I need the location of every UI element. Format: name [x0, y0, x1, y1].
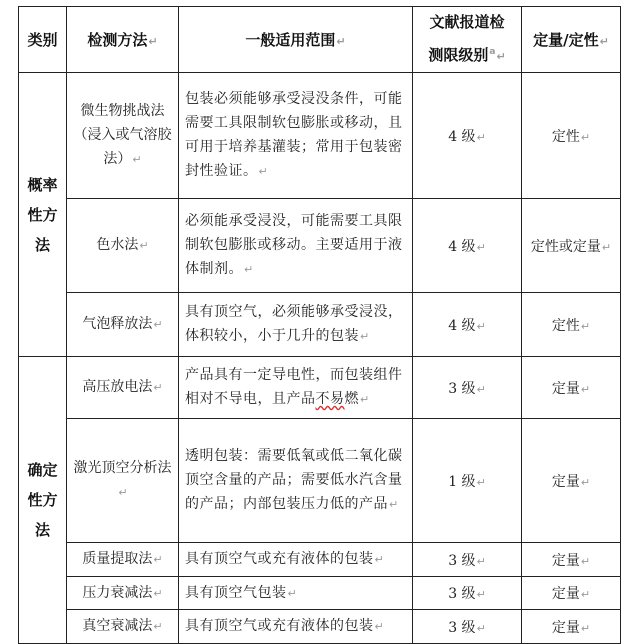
method-cell: 真空衰减法↵ — [67, 610, 179, 644]
level-cell: 3 级↵ — [413, 577, 522, 610]
quant-cell: 定量↵ — [522, 610, 621, 644]
table-row — [19, 419, 621, 543]
header-row — [19, 7, 621, 73]
level-cell: 4 级↵ — [413, 199, 522, 293]
method-cell: 色水法↵ — [67, 199, 179, 293]
header-category: 类别 — [19, 7, 67, 73]
method-cell: 压力衰减法↵ — [67, 577, 179, 610]
scope-cell: 透明包装：需要低氧或低二氧化碳顶空含量的产品；需要低水汽含量的产品；内部包装压力低的产品↵ — [179, 419, 413, 543]
quant-cell: 定量↵ — [522, 419, 621, 543]
table-row — [19, 293, 621, 357]
quant-cell: 定量↵ — [522, 577, 621, 610]
quant-cell: 定性或定量↵ — [522, 199, 621, 293]
method-cell: 激光顶空分析法↵ — [67, 419, 179, 543]
scope-cell: 产品具有一定导电性，而包装组件相对不导电，且产品不易燃↵ — [179, 357, 413, 419]
method-cell: 质量提取法↵ — [67, 543, 179, 577]
category-probabilistic: 概率性方法 — [19, 73, 67, 357]
scope-cell: 具有顶空气或充有液体的包装↵ — [179, 543, 413, 577]
quant-cell: 定量↵ — [522, 357, 621, 419]
method-cell: 微生物挑战法（浸入或气溶胶法）↵ — [67, 73, 179, 199]
header-quant: 定量/定性↵ — [522, 7, 621, 73]
quant-cell: 定性↵ — [522, 73, 621, 199]
quant-cell: 定性↵ — [522, 293, 621, 357]
scope-cell: 必须能承受浸没，可能需要工具限制软包膨胀或移动。主要适用于液体制剂。↵ — [179, 199, 413, 293]
level-cell: 3 级↵ — [413, 610, 522, 644]
level-cell: 4 级↵ — [413, 293, 522, 357]
table-row — [19, 357, 621, 419]
table-row — [19, 577, 621, 610]
table-row — [19, 543, 621, 577]
header-scope: 一般适用范围↵ — [179, 7, 413, 73]
level-cell: 3 级↵ — [413, 543, 522, 577]
table-row — [19, 610, 621, 644]
method-cell: 气泡释放法↵ — [67, 293, 179, 357]
table-row — [19, 199, 621, 293]
header-method: 检测方法↵ — [67, 7, 179, 73]
scope-cell: 具有顶空气或充有液体的包装↵ — [179, 610, 413, 644]
level-cell: 4 级↵ — [413, 73, 522, 199]
method-cell: 高压放电法↵ — [67, 357, 179, 419]
quant-cell: 定量↵ — [522, 543, 621, 577]
category-deterministic: 确定性方法 — [19, 357, 67, 644]
scope-cell: 具有顶空气包装↵ — [179, 577, 413, 610]
table-row — [19, 73, 621, 199]
method-table — [18, 6, 621, 644]
level-cell: 1 级↵ — [413, 419, 522, 543]
scope-cell: 包装必须能够承受浸没条件，可能需要工具限制软包膨胀或移动，且可用于培养基灌装；常用于包装密封性验证。↵ — [179, 73, 413, 199]
scope-cell: 具有顶空气，必须能够承受浸没，体积较小，小于几升的包装↵ — [179, 293, 413, 357]
header-limit: 文献报道检 测限级别$^a$↵ — [413, 7, 522, 73]
level-cell: 3 级↵ — [413, 357, 522, 419]
